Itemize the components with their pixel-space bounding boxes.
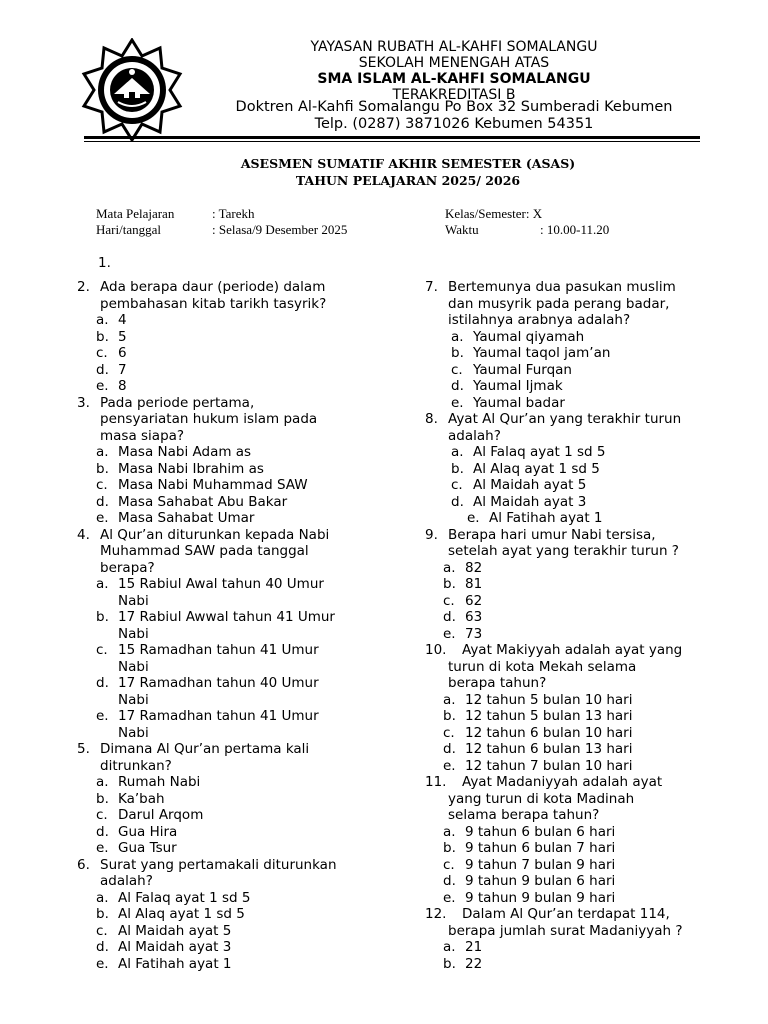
answer-option: [77, 890, 397, 907]
answer-option: [425, 593, 735, 610]
option-text: 9 tahun 9 bulan 9 hari: [465, 889, 616, 906]
answer-option: [77, 461, 397, 478]
option-letter: b.: [96, 328, 109, 345]
option-letter: a.: [451, 444, 464, 460]
option-text: 12 tahun 6 bulan 10 hari: [465, 724, 633, 741]
option-letter: d.: [443, 873, 456, 889]
option-text: 81: [465, 576, 483, 592]
option-letter: a.: [96, 889, 109, 906]
option-letter: b.: [451, 460, 464, 477]
question-number: 10.: [425, 642, 447, 658]
option-letter: d.: [96, 823, 109, 840]
option-letter: c.: [443, 724, 455, 741]
option-letter: e.: [443, 625, 456, 642]
option-text: 9 tahun 7 bulan 9 hari: [465, 856, 616, 873]
question-number: 12.: [425, 906, 447, 922]
date-value: : Selasa/9 Desember 2025: [212, 222, 348, 237]
question-text: Ayat Madaniyyah adalah ayat: [462, 774, 663, 790]
answer-option: [77, 477, 397, 494]
exam-year: TAHUN PELAJARAN 2025/ 2026: [295, 173, 521, 188]
option-text: 17 Ramadhan tahun 40 Umur: [118, 675, 319, 691]
option-letter: a.: [96, 444, 109, 460]
answer-option: [77, 609, 397, 626]
option-letter: c.: [96, 922, 108, 939]
option-text: Rumah Nabi: [118, 774, 201, 790]
answer-option: [425, 609, 735, 626]
question-item: [425, 527, 735, 643]
answer-option: [77, 906, 397, 923]
question-number: 7.: [425, 279, 438, 295]
option-text: Nabi: [118, 625, 149, 642]
school-logo-emblem: [80, 38, 184, 142]
question-number: 2.: [77, 279, 90, 295]
option-text: 12 tahun 5 bulan 10 hari: [465, 691, 633, 708]
option-letter: d.: [443, 741, 456, 757]
question-text: masa siapa?: [100, 427, 185, 444]
option-text: 6: [118, 345, 127, 361]
option-text: Al Maidah ayat 3: [473, 493, 587, 510]
answer-option: [425, 494, 735, 511]
option-letter: c.: [451, 477, 463, 493]
option-letter: a.: [443, 823, 456, 840]
answer-option: [77, 329, 397, 346]
question-number-1: 1.: [98, 255, 111, 271]
question-number: 8.: [425, 411, 438, 427]
school-name: SMA ISLAM AL-KAHFI SOMALANGU: [317, 71, 591, 87]
option-letter: c.: [96, 642, 108, 658]
answer-option: [425, 378, 735, 395]
letterhead-divider-thick: [84, 136, 700, 139]
option-text: 21: [465, 939, 483, 955]
answer-option: [77, 840, 397, 857]
option-letter: e.: [96, 510, 109, 526]
option-letter: d.: [451, 493, 464, 510]
option-text: 73: [465, 625, 483, 642]
question-text: Ada berapa daur (periode) dalam: [100, 279, 326, 295]
option-letter: e.: [96, 708, 109, 724]
answer-option: [425, 840, 735, 857]
question-text: Surat yang pertamakali diturunkan: [100, 856, 337, 873]
answer-option: [77, 626, 397, 643]
answer-option: [77, 725, 397, 742]
option-text: 8: [118, 378, 127, 394]
question-item: [77, 279, 397, 395]
option-text: 15 Ramadhan tahun 41 Umur: [118, 642, 319, 658]
question-text: Pada periode pertama,: [100, 394, 255, 411]
answer-option: [77, 576, 397, 593]
option-letter: c.: [96, 807, 108, 823]
option-text: 9 tahun 6 bulan 6 hari: [465, 823, 616, 840]
questions-left-column: [77, 279, 397, 972]
option-text: Al Fatihah ayat 1: [489, 510, 603, 526]
option-text: 62: [465, 592, 483, 609]
option-text: Darul Arqom: [118, 807, 204, 823]
option-text: Al Alaq ayat 1 sd 5: [118, 906, 245, 922]
question-number: 9.: [425, 526, 438, 543]
answer-option: [77, 312, 397, 329]
question-item: [425, 642, 735, 774]
option-letter: e.: [443, 889, 456, 906]
option-text: Masa Sahabat Umar: [118, 510, 255, 526]
question-text: Bertemunya dua pasukan muslim: [448, 279, 676, 295]
answer-option: [425, 873, 735, 890]
question-text: pensyariatan hukum islam pada: [100, 411, 318, 427]
option-text: Gua Hira: [118, 823, 178, 840]
questions-right-column: [425, 279, 735, 972]
option-text: Nabi: [118, 691, 149, 708]
answer-option: [77, 362, 397, 379]
question-text: Dimana Al Qur’an pertama kali: [100, 741, 310, 757]
option-letter: e.: [96, 955, 109, 972]
option-letter: b.: [443, 708, 456, 724]
question-text: Berapa hari umur Nabi tersisa,: [448, 526, 656, 543]
option-text: 9 tahun 6 bulan 7 hari: [465, 840, 616, 856]
question-text: adalah?: [100, 873, 153, 889]
question-text: berapa jumlah surat Madaniyyah ?: [448, 922, 683, 939]
option-text: Al Maidah ayat 3: [118, 939, 232, 955]
question-text: Dalam Al Qur’an terdapat 114,: [462, 906, 670, 922]
option-letter: b.: [96, 609, 109, 625]
answer-option: [77, 510, 397, 527]
option-letter: c.: [443, 592, 455, 609]
question-number: 11.: [425, 774, 447, 790]
option-letter: b.: [443, 955, 456, 972]
option-text: Nabi: [118, 658, 149, 675]
option-text: 17 Ramadhan tahun 41 Umur: [118, 708, 319, 724]
option-letter: d.: [96, 493, 109, 510]
option-text: Yaumal Ijmak: [473, 378, 563, 394]
option-letter: a.: [443, 691, 456, 708]
option-text: Masa Sahabat Abu Bakar: [118, 493, 288, 510]
option-text: Al Alaq ayat 1 sd 5: [473, 460, 600, 477]
question-text: dan musyrik pada perang badar,: [448, 295, 670, 312]
subject-value: : Tarekh: [212, 206, 255, 221]
question-number: 3.: [77, 394, 90, 411]
question-text: berapa tahun?: [448, 675, 547, 691]
answer-option: [77, 378, 397, 395]
answer-option: [77, 708, 397, 725]
option-text: Yaumal Furqan: [473, 361, 572, 378]
question-item: [425, 279, 735, 411]
option-letter: a.: [96, 576, 109, 592]
answer-option: [425, 758, 735, 775]
answer-option: [425, 395, 735, 412]
question-item: [425, 906, 735, 972]
subject-label: Mata Pelajaran: [96, 206, 175, 221]
question-text: yang turun di kota Madinah: [448, 790, 635, 807]
letterhead-divider-thin: [84, 141, 700, 142]
option-text: Al Fatihah ayat 1: [118, 955, 232, 972]
answer-option: [425, 939, 735, 956]
option-text: 9 tahun 9 bulan 6 hari: [465, 873, 616, 889]
answer-option: [425, 510, 735, 527]
option-letter: c.: [96, 345, 108, 361]
option-letter: b.: [96, 460, 109, 477]
answer-option: [77, 593, 397, 610]
option-letter: e.: [96, 378, 109, 394]
option-letter: c.: [443, 856, 455, 873]
class-semester: Kelas/Semester: X: [445, 206, 543, 221]
answer-option: [77, 923, 397, 940]
answer-option: [77, 807, 397, 824]
answer-option: [77, 444, 397, 461]
option-letter: e.: [443, 757, 456, 774]
option-text: Yaumal qiyamah: [473, 328, 585, 345]
option-letter: a.: [443, 939, 456, 955]
option-letter: d.: [96, 361, 109, 378]
option-text: 12 tahun 5 bulan 13 hari: [465, 708, 633, 724]
option-text: 7: [118, 361, 127, 378]
time-value: : 10.00-11.20: [540, 222, 610, 237]
option-letter: e.: [467, 510, 480, 526]
time-label: Waktu: [445, 222, 479, 237]
question-item: [77, 527, 397, 742]
option-letter: b.: [443, 840, 456, 856]
answer-option: [425, 725, 735, 742]
question-text: Ayat Makiyyah adalah ayat yang: [462, 642, 683, 658]
question-text: setelah ayat yang terakhir turun ?: [448, 543, 679, 559]
option-letter: b.: [451, 345, 464, 361]
option-text: 15 Rabiul Awal tahun 40 Umur: [118, 576, 324, 592]
option-text: 12 tahun 7 bulan 10 hari: [465, 757, 633, 774]
option-text: 22: [465, 955, 483, 972]
question-text: Ayat Al Qur’an yang terakhir turun: [448, 411, 682, 427]
option-letter: d.: [451, 378, 464, 394]
option-text: Masa Nabi Ibrahim as: [118, 460, 264, 477]
answer-option: [425, 461, 735, 478]
answer-option: [425, 956, 735, 973]
option-letter: b.: [96, 790, 109, 807]
option-text: Ka’bah: [118, 790, 165, 807]
answer-option: [77, 956, 397, 973]
option-text: Nabi: [118, 724, 149, 741]
answer-option: [425, 444, 735, 461]
answer-option: [425, 560, 735, 577]
option-text: 4: [118, 312, 127, 328]
question-number: 4.: [77, 526, 90, 543]
answer-option: [77, 345, 397, 362]
question-item: [77, 741, 397, 857]
option-text: Al Maidah ayat 5: [118, 922, 232, 939]
answer-option: [425, 857, 735, 874]
question-text: berapa?: [100, 559, 155, 576]
answer-option: [77, 939, 397, 956]
option-letter: d.: [96, 939, 109, 955]
question-text: Al Qur’an diturunkan kepada Nabi: [100, 526, 330, 543]
answer-option: [77, 494, 397, 511]
question-text: adalah?: [448, 427, 501, 444]
question-text: ditrunkan?: [100, 757, 172, 774]
option-text: 63: [465, 609, 483, 625]
exam-title: ASESMEN SUMATIF AKHIR SEMESTER (ASAS): [240, 156, 576, 171]
option-text: Nabi: [118, 592, 149, 609]
answer-option: [425, 345, 735, 362]
option-letter: d.: [96, 675, 109, 691]
question-number: 6.: [77, 856, 90, 873]
option-letter: a.: [443, 559, 456, 576]
answer-option: [77, 824, 397, 841]
answer-option: [77, 791, 397, 808]
option-letter: a.: [96, 312, 109, 328]
option-letter: b.: [443, 576, 456, 592]
option-text: Gua Tsur: [118, 840, 177, 856]
option-letter: e.: [96, 840, 109, 856]
option-letter: e.: [451, 394, 464, 411]
option-letter: d.: [443, 609, 456, 625]
option-text: Al Falaq ayat 1 sd 5: [473, 444, 606, 460]
answer-option: [77, 659, 397, 676]
option-letter: b.: [96, 906, 109, 922]
answer-option: [77, 774, 397, 791]
foundation-name: YAYASAN RUBATH AL-KAHFI SOMALANGU: [310, 39, 598, 55]
option-letter: c.: [451, 361, 463, 378]
answer-option: [425, 708, 735, 725]
option-letter: a.: [96, 774, 109, 790]
answer-option: [77, 642, 397, 659]
option-text: Al Falaq ayat 1 sd 5: [118, 889, 251, 906]
question-text: Muhammad SAW pada tanggal: [100, 543, 309, 559]
question-text: istilahnya arabnya adalah?: [448, 312, 631, 328]
question-item: [425, 411, 735, 527]
answer-option: [425, 692, 735, 709]
option-text: 12 tahun 6 bulan 13 hari: [465, 741, 633, 757]
option-text: 17 Rabiul Awwal tahun 41 Umur: [118, 609, 335, 625]
option-text: Yaumal taqol jam’an: [473, 345, 611, 361]
date-label: Hari/tanggal: [96, 222, 161, 237]
accreditation-status: TERAKREDITASI B: [392, 87, 516, 103]
question-item: [77, 395, 397, 527]
option-text: 5: [118, 328, 127, 345]
question-number: 5.: [77, 741, 90, 757]
option-letter: c.: [96, 477, 108, 493]
option-text: Masa Nabi Muhammad SAW: [118, 477, 308, 493]
question-text: turun di kota Mekah selama: [448, 658, 637, 675]
answer-option: [77, 692, 397, 709]
question-item: [425, 774, 735, 906]
answer-option: [77, 675, 397, 692]
answer-option: [425, 890, 735, 907]
school-phone: Telp. (0287) 3871026 Kebumen 54351: [314, 116, 594, 132]
answer-option: [425, 824, 735, 841]
option-letter: a.: [451, 328, 464, 345]
school-address: Doktren Al-Kahfi Somalangu Po Box 32 Sumberadi Kebumen: [235, 99, 673, 115]
answer-option: [425, 329, 735, 346]
option-text: Al Maidah ayat 5: [473, 477, 587, 493]
question-text: pembahasan kitab tarikh tasyrik?: [100, 295, 327, 312]
option-text: Masa Nabi Adam as: [118, 444, 252, 460]
answer-option: [425, 362, 735, 379]
answer-option: [425, 477, 735, 494]
question-item: [77, 857, 397, 973]
school-level: SEKOLAH MENENGAH ATAS: [358, 55, 550, 71]
answer-option: [425, 741, 735, 758]
question-text: selama berapa tahun?: [448, 807, 600, 823]
option-text: 82: [465, 559, 483, 576]
option-text: Yaumal badar: [473, 394, 565, 411]
answer-option: [425, 626, 735, 643]
answer-option: [425, 576, 735, 593]
